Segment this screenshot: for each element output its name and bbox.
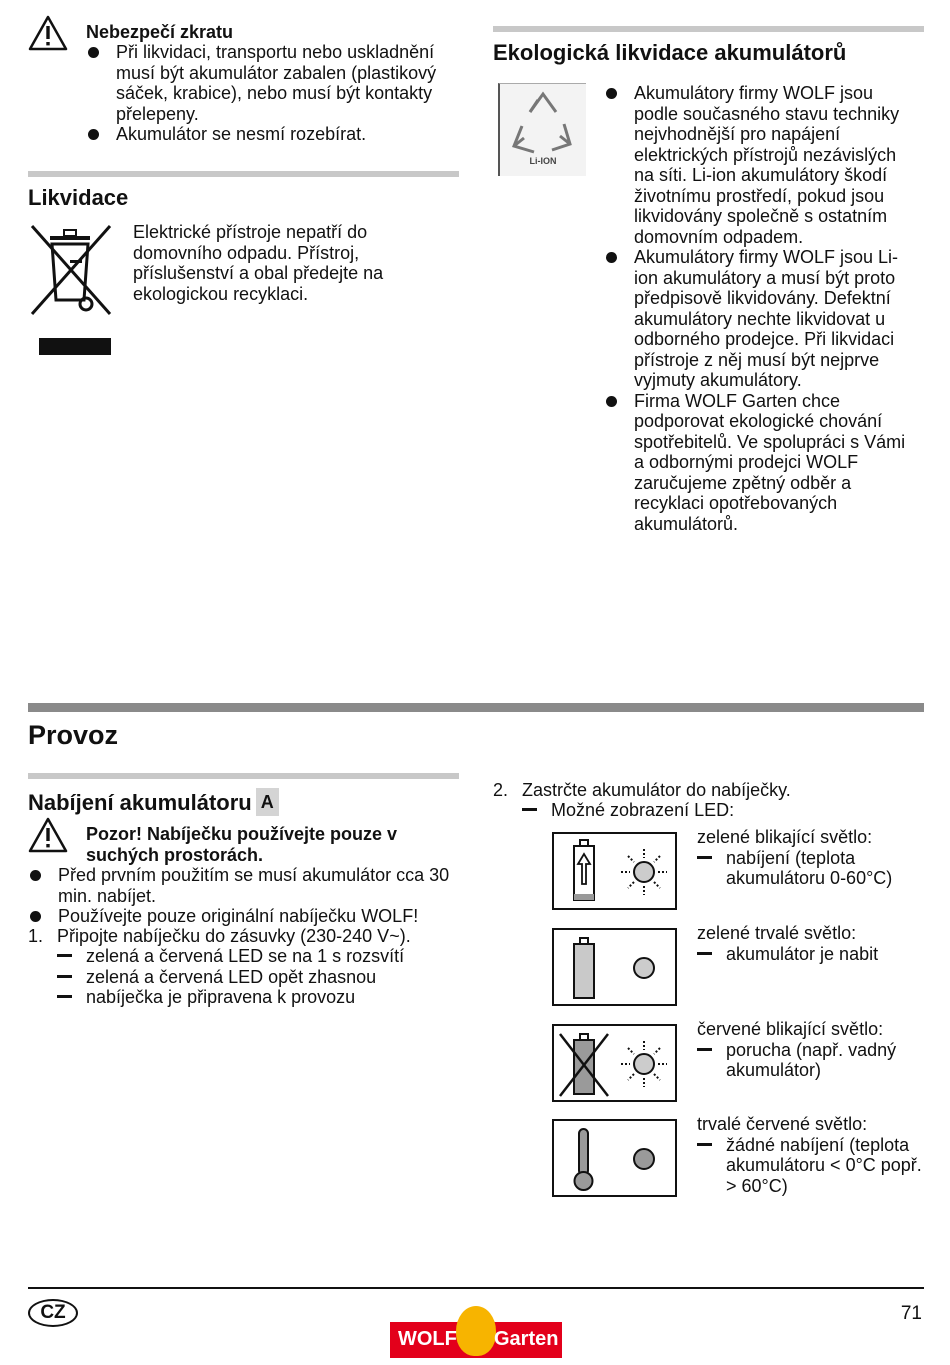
brand-right: Garten — [494, 1328, 559, 1350]
section-bar — [28, 773, 459, 779]
led-blinking-icon — [621, 849, 667, 895]
led-state-4-illustration — [552, 1119, 677, 1197]
country-badge: CZ — [28, 1299, 78, 1327]
led-state-detail: nabíjení (teplota akumulátoru 0-60°C) — [697, 848, 937, 889]
led-blinking-icon — [621, 1041, 667, 1087]
list-item: Při likvidaci, transportu nebo uskladnění musí být akumulátor zabalen (plastikový sáček, krabice), nebo musí být kontakty přelepeny. — [86, 42, 456, 124]
list-item: Možné zobrazení LED: — [522, 800, 922, 821]
eco-title: Ekologická likvidace akumulátorů — [493, 40, 847, 65]
led-state-heading: trvalé červené světlo: — [697, 1114, 868, 1134]
charging-title-row — [28, 788, 279, 816]
section-bar — [28, 703, 924, 712]
eco-list — [604, 83, 914, 534]
liion-label: Li-ION — [529, 156, 557, 166]
charging-title: Nabíjení akumulátoru — [28, 790, 252, 815]
wolf-head-icon — [456, 1306, 496, 1356]
led-state-1-text — [697, 827, 937, 889]
list-item: Akumulátory firmy WOLF jsou podle současného stavu techniky nejvhodnější pro napájení elektrických přístrojů nezávislých na síti. Li-ion akumulátory škodí životnímu prostředí, pokud jsou likvidovány společně s ostatním domovním odpadem. — [604, 83, 914, 247]
figure-badge: A — [256, 788, 279, 816]
led-state-4-text — [697, 1114, 937, 1196]
led-state-heading: zelené blikající světlo: — [697, 827, 873, 847]
battery-charging-icon — [554, 834, 675, 908]
step-1-dash-list — [57, 946, 467, 1008]
led-state-detail: porucha (např. vadný akumulátor) — [697, 1040, 937, 1081]
charging-warning: Pozor! Nabíječku používejte pouze v suchých prostorách. — [86, 824, 398, 865]
list-item: Používejte pouze originální nabíječku WOLF! — [28, 906, 468, 927]
led-state-1-illustration — [552, 832, 677, 910]
warning-icon — [28, 817, 68, 853]
step-2-number: 2. — [493, 780, 509, 800]
disposal-text: Elektrické přístroje nepatří do domovního odpadu. Přístroj, příslušenství a obal předejte na ekologickou recyklaci. — [133, 222, 384, 304]
crossed-bin-icon — [30, 222, 114, 358]
led-state-2-text — [697, 923, 937, 964]
warning-icon — [28, 15, 68, 51]
led-state-detail: žádné nabíjení (teplota akumulátoru < 0°C popř. > 60°C) — [697, 1135, 937, 1197]
step-2-text: Zastrčte akumulátor do nabíječky. — [522, 780, 791, 800]
section-bar — [28, 171, 459, 177]
operation-title: Provoz — [28, 720, 119, 750]
short-circuit-list — [86, 42, 456, 145]
led-state-heading: zelené trvalé světlo: — [697, 923, 857, 943]
wolf-garten-logo — [390, 1306, 562, 1358]
footer-rule — [28, 1287, 924, 1289]
thermometer-icon — [554, 1121, 675, 1195]
charging-bullets — [28, 865, 468, 927]
section-bar — [493, 26, 924, 32]
led-state-2-illustration — [552, 928, 677, 1006]
list-item: Firma WOLF Garten chce podporovat ekologické chování spotřebitelů. Ve spolupráci s Vámi a odbornými prodejci WOLF zaručujeme zpětný odběr a recyklaci opotřebovaných akumulátorů. — [604, 391, 914, 535]
list-item: Akumulátor se nesmí rozebírat. — [86, 124, 456, 145]
list-item: zelená a červená LED opět zhasnou — [57, 967, 467, 988]
list-item: zelená a červená LED se na 1 s rozsvítí — [57, 946, 467, 967]
list-item: Akumulátory firmy WOLF jsou Li-ion akumulátory a musí být proto předpisově likvidovány. Defektní akumulátory nechte likvidovat u odborného prodejce. Při likvidaci přístroje z něj musí být nejprve vyjmuty akumulátory. — [604, 247, 914, 391]
battery-faulty-icon — [554, 1026, 675, 1100]
page-number: 71 — [900, 1303, 922, 1324]
led-state-3-illustration — [552, 1024, 677, 1102]
brand-left: WOLF — [398, 1328, 457, 1350]
led-state-3-text — [697, 1019, 937, 1081]
led-steady-icon — [634, 958, 654, 978]
step-1-number: 1. — [28, 926, 44, 946]
led-state-heading: červené blikající světlo: — [697, 1019, 884, 1039]
led-state-detail: akumulátor je nabit — [697, 944, 937, 965]
led-steady-icon — [634, 1149, 654, 1169]
step-2-dash-list — [522, 800, 922, 821]
step-1-text: Připojte nabíječku do zásuvky (230-240 V~). — [57, 926, 411, 946]
battery-full-icon — [554, 930, 675, 1004]
list-item: Před prvním použitím se musí akumulátor cca 30 min. nabíjet. — [28, 865, 468, 906]
short-circuit-title: Nebezpečí zkratu — [86, 22, 234, 42]
list-item: nabíječka je připravena k provozu — [57, 987, 467, 1008]
disposal-title: Likvidace — [28, 185, 129, 210]
recycle-liion-icon — [498, 83, 586, 176]
